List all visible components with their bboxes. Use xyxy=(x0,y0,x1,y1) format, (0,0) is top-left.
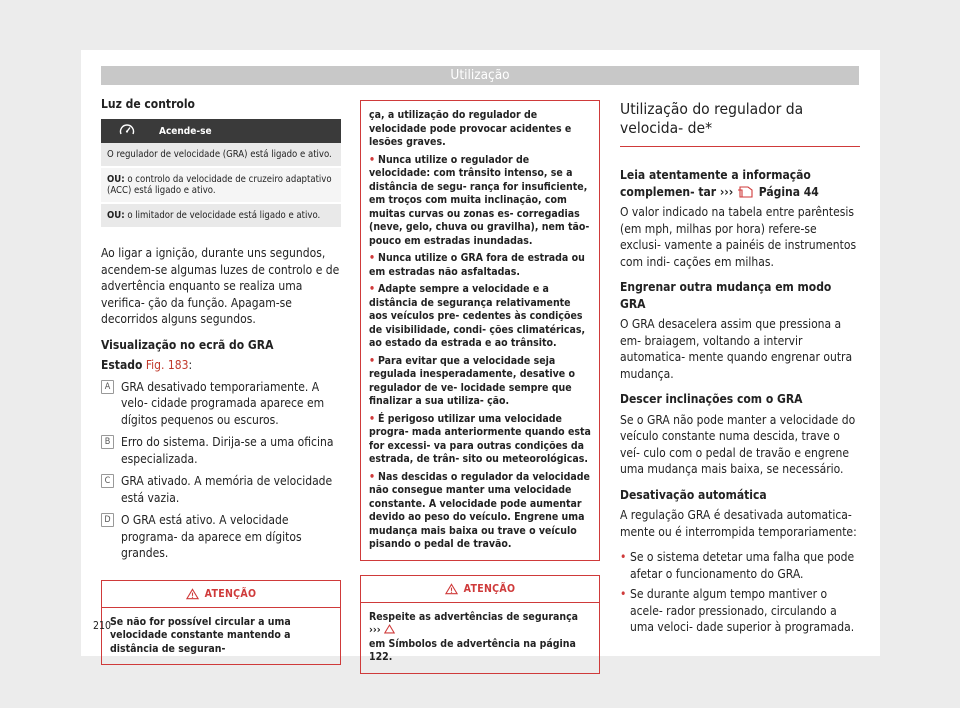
column-right xyxy=(620,100,860,640)
warning-intro: ça, a utilização do regulador de velocidade pode provocar acidentes e lesões graves. xyxy=(369,109,572,148)
body-paragraph: A regulação GRA é desativada automatica- mente ou é interrompida temporariamente: xyxy=(620,508,857,539)
legend-item-b xyxy=(101,434,341,467)
legend-badge: D xyxy=(101,513,114,527)
legend-text: GRA ativado. A memória de velocidade está vazia. xyxy=(121,474,333,505)
warning-triangle-icon xyxy=(384,624,395,634)
table-header-icon-cell xyxy=(101,119,153,143)
warning-title: ATENÇÃO xyxy=(204,587,257,600)
warning-header xyxy=(361,576,599,603)
estado-line xyxy=(101,357,341,374)
row-text: o controlo da velocidade de cruzeiro adaptativo (ACC) está ligado e ativo. xyxy=(107,174,332,196)
figure-link[interactable]: Fig. 183 xyxy=(145,358,189,372)
warning-bullet xyxy=(369,413,591,467)
body-paragraph: O valor indicado na tabela entre parêntesis (em mph, milhas por hora) refere-se exclusi- vamente a painéis de instrumentos com indi- cações em milhas. xyxy=(620,205,857,269)
lead-text: Leia atentamente a informação complemen- tar xyxy=(620,168,811,199)
list-item xyxy=(620,549,860,582)
link-arrows[interactable]: ››› xyxy=(719,184,734,199)
bullet-dot-icon: • xyxy=(369,153,376,166)
table-cell xyxy=(101,167,341,203)
list-item xyxy=(620,586,860,636)
table-row xyxy=(101,203,341,228)
subheading: Descer inclinações com o GRA xyxy=(620,392,803,406)
bullet-text: Nunca utilize o regulador de velocidade: com trânsito intenso, se a distância de segu- rança for insuficiente, em troços com muita inclinação, com muitas curvas ou zonas es- corregadias (neve, gelo, chuva ou gravilha), nem tão-pouco em estradas inundadas. xyxy=(369,153,590,247)
warning-body: Se não for possível circular a uma velocidade constante mantendo a distância de seguran- xyxy=(110,615,291,655)
column-middle xyxy=(360,100,600,674)
bullet-text: Adapte sempre a velocidade e a distância de segurança relativamente aos veículos pre- cedentes às condições de visibilidade, condi- ções climatéricas, ao estado da estrada e ao trânsito. xyxy=(369,283,586,349)
bullet-text: Se durante algum tempo mantiver o acele- rador pressionado, circulando a uma veloci- dade superior à programada. xyxy=(630,587,855,634)
bullet-dot-icon: • xyxy=(620,550,627,564)
warning-triangle-icon xyxy=(186,588,199,600)
warning-bullet xyxy=(369,252,591,279)
legend-badge: C xyxy=(101,474,114,488)
legend-item-d xyxy=(101,512,341,562)
table-header-label: Acende-se xyxy=(153,119,341,143)
legend-text: O GRA está ativo. A velocidade programa- da aparece em dígitos grandes. xyxy=(121,513,302,560)
body-paragraph: Se o GRA não pode manter a velocidade do veículo constante numa descida, trave o veí- culo com o pedal de travão e engrene uma mudança mais baixa, se necessário. xyxy=(620,412,856,476)
warning-bullet xyxy=(369,283,591,351)
warning-line1: Respeite as advertências de segurança xyxy=(369,610,579,623)
bullet-text: É perigoso utilizar uma velocidade progra- mada anteriormente quando esta for excessi- va para outras condições da estrada, de trân- sito ou meteorológicas. xyxy=(369,412,591,465)
row-prefix: OU: xyxy=(107,174,125,185)
document-icon xyxy=(737,186,755,198)
bullet-text: Nunca utilize o GRA fora de estrada ou em estradas não asfaltadas. xyxy=(369,252,585,278)
speedometer-icon xyxy=(119,123,135,136)
legend-badge: A xyxy=(101,380,114,394)
warning-triangle-icon xyxy=(445,583,458,595)
warning-bullet xyxy=(369,471,591,552)
table-cell xyxy=(101,203,341,228)
bullet-dot-icon: • xyxy=(369,412,376,425)
table-header-row xyxy=(101,119,341,143)
warning-title: ATENÇÃO xyxy=(463,582,516,595)
link-arrows[interactable]: ››› xyxy=(369,624,381,636)
subheading: Desativação automática xyxy=(620,487,767,502)
bullet-dot-icon: • xyxy=(620,587,627,601)
warning-line2: em Símbolos de advertência na página 122. xyxy=(369,637,576,663)
bullet-text: Se o sistema detetar uma falha que pode afetar o funcionamento do GRA. xyxy=(630,550,855,581)
row-text: O regulador de velocidade (GRA) está ligado e ativo. xyxy=(107,149,332,160)
warning-body xyxy=(361,603,599,673)
body-paragraph: O GRA desacelera assim que pressiona a em- braiagem, voltando a intervir automatica- mente quando engrenar outra mudança. xyxy=(620,317,853,381)
estado-colon: : xyxy=(188,358,193,372)
bullet-dot-icon: • xyxy=(369,354,376,367)
table-row xyxy=(101,167,341,203)
bullet-dot-icon: • xyxy=(369,470,376,483)
warning-box-continued xyxy=(360,100,600,561)
estado-label: Estado xyxy=(101,358,143,372)
lead-paragraph xyxy=(620,167,860,200)
ignition-paragraph: Ao ligar a ignição, durante uns segundos, acendem-se algumas luzes de controlo e de advertência enquanto se realiza uma verifica- ção da função. Apagam-se decorridos alguns segundos. xyxy=(101,246,340,326)
warning-body xyxy=(361,101,599,560)
legend-badge: B xyxy=(101,435,114,449)
bullet-dot-icon: • xyxy=(369,252,376,264)
row-text: o limitador de velocidade está ligado e ativo. xyxy=(124,210,321,221)
legend-text: GRA desativado temporariamente. A velo- cidade programada aparece em dígitos pequenos ou escuros. xyxy=(121,379,325,427)
bullet-text: Para evitar que a velocidade seja regulada inesperadamente, desative o regulador de ve- locidade sempre que finalizar a sua utiliza- ção. xyxy=(369,354,575,407)
subheading: Engrenar outra mudança em modo GRA xyxy=(620,280,832,311)
section-title: Utilização do regulador da velocida- de* xyxy=(620,100,860,147)
warning-bullet xyxy=(369,154,591,249)
page-number: 210 xyxy=(93,620,112,632)
control-light-table xyxy=(101,119,341,229)
gra-display-heading: Visualização no ecrã do GRA xyxy=(101,337,274,352)
page-header: Utilização xyxy=(101,66,859,85)
column-left xyxy=(101,97,341,665)
control-light-heading: Luz de controlo xyxy=(101,97,195,111)
table-cell xyxy=(101,143,341,167)
warning-box-2 xyxy=(360,575,600,674)
bullet-dot-icon: • xyxy=(369,283,376,295)
legend-item-a xyxy=(101,379,341,429)
legend-text: Erro do sistema. Dirija-se a uma oficina especializada. xyxy=(121,435,334,466)
row-prefix: OU: xyxy=(107,210,125,221)
warning-bullet xyxy=(369,355,591,409)
warning-box xyxy=(101,580,341,666)
page-reference[interactable]: Página 44 xyxy=(758,184,819,199)
table-row xyxy=(101,143,341,167)
warning-header xyxy=(102,581,340,608)
bullet-text: Nas descidas o regulador da velocidade não consegue manter uma velocidade constante. A velocidade pode aumentar devido ao peso do veículo. Engrene uma mudança mais baixa ou trave o veículo pisando o pedal de travão. xyxy=(369,470,590,550)
legend-item-c xyxy=(101,473,341,506)
